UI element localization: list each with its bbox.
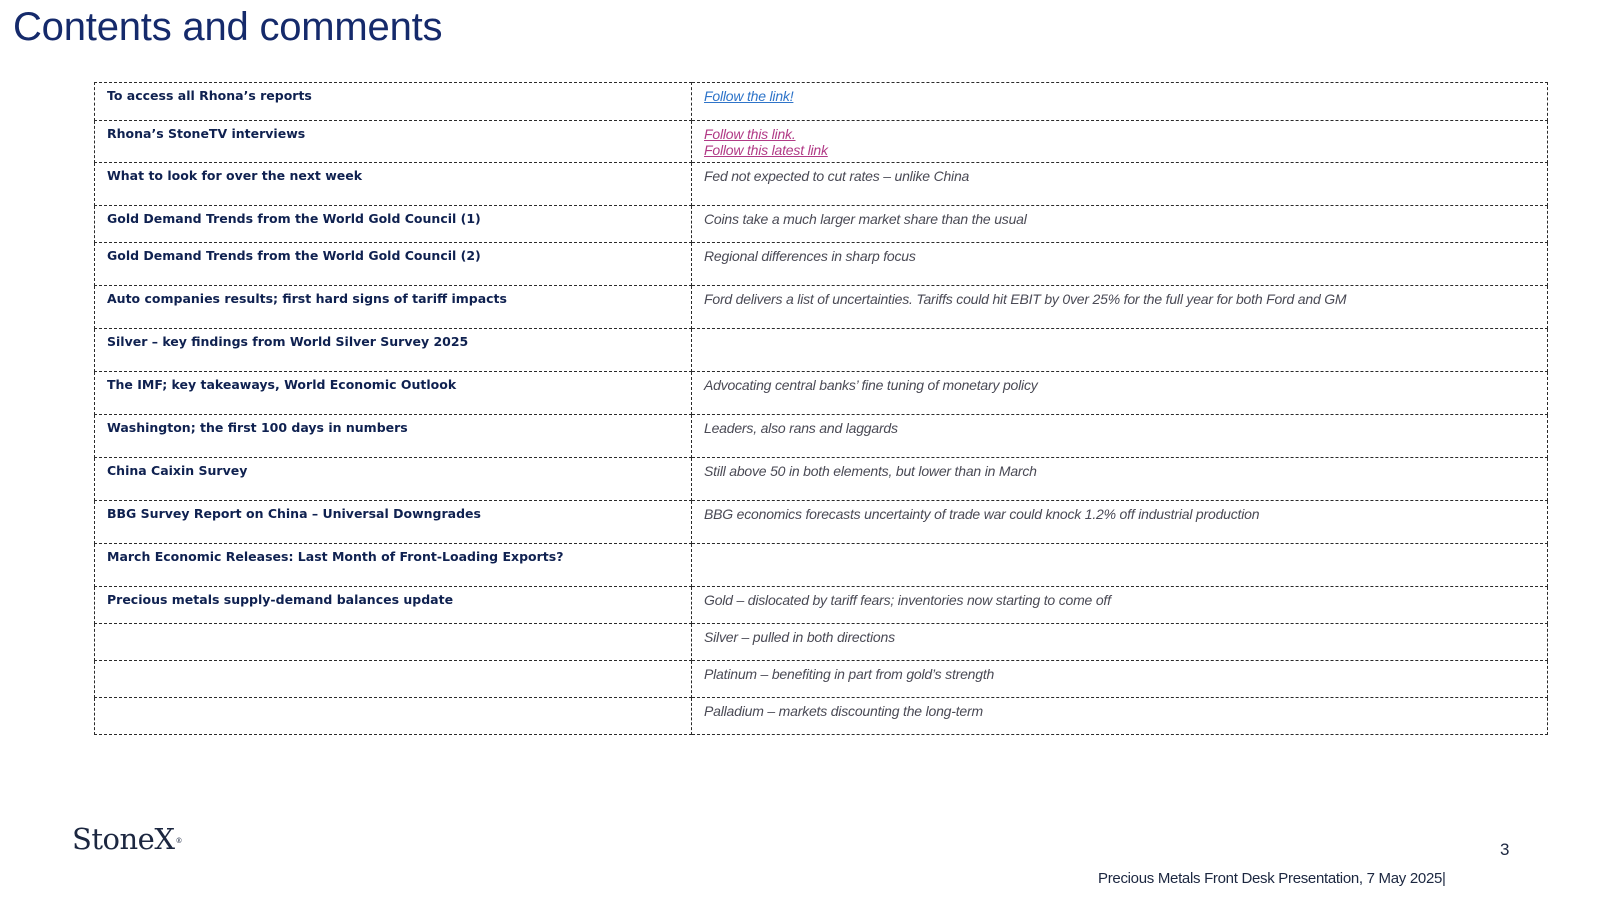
logo-registered-mark: ® [175,837,182,845]
comment-cell: Gold – dislocated by tariff fears; inventories now starting to come off [692,587,1548,624]
topic-cell: China Caixin Survey [95,458,692,501]
table-row [95,587,1548,624]
topic-cell: Rhona’s StoneTV interviews [95,121,692,163]
table-row [95,544,1548,587]
topic-cell: Gold Demand Trends from the World Gold Council (2) [95,243,692,286]
topic-cell: Auto companies results; first hard signs of tariff impacts [95,286,692,329]
table-row [95,501,1548,544]
topic-cell: What to look for over the next week [95,163,692,206]
comment-cell: Coins take a much larger market share than the usual [692,206,1548,243]
topic-cell: March Economic Releases: Last Month of Front-Loading Exports? [95,544,692,587]
topic-cell: The IMF; key takeaways, World Economic Outlook [95,372,692,415]
table-row [95,661,1548,698]
comment-cell: BBG economics forecasts uncertainty of trade war could knock 1.2% off industrial production [692,501,1548,544]
topic-cell [95,698,692,735]
table-row [95,698,1548,735]
topic-cell: BBG Survey Report on China – Universal Downgrades [95,501,692,544]
page-number: 3 [1500,840,1510,859]
topic-cell: To access all Rhona’s reports [95,83,692,121]
comment-cell: Leaders, also rans and laggards [692,415,1548,458]
table-row [95,163,1548,206]
topic-cell [95,624,692,661]
comment-cell: Platinum – benefiting in part from gold’s strength [692,661,1548,698]
table-row [95,121,1548,163]
stonetv-latest-link[interactable]: Follow this latest link [704,142,828,158]
table-row [95,83,1548,121]
topic-cell: Gold Demand Trends from the World Gold Council (1) [95,206,692,243]
comment-cell [692,121,1548,163]
stonex-logo [72,823,182,855]
footer-presentation-note: Precious Metals Front Desk Presentation, 7 May 2025| [1098,870,1446,887]
comment-cell: Fed not expected to cut rates – unlike China [692,163,1548,206]
comment-cell [692,544,1548,587]
contents-table [94,82,1548,735]
table-row [95,243,1548,286]
table-row [95,329,1548,372]
topic-cell: Precious metals supply-demand balances update [95,587,692,624]
comment-cell: Still above 50 in both elements, but lower than in March [692,458,1548,501]
table-row [95,624,1548,661]
comment-cell: Advocating central banks’ fine tuning of monetary policy [692,372,1548,415]
reports-link[interactable]: Follow the link! [704,88,794,104]
topic-cell [95,661,692,698]
topic-cell: Washington; the first 100 days in numbers [95,415,692,458]
comment-cell [692,329,1548,372]
comment-cell [692,83,1548,121]
stonetv-link[interactable]: Follow this link. [704,126,796,142]
comment-cell: Regional differences in sharp focus [692,243,1548,286]
table-row [95,286,1548,329]
table-row [95,458,1548,501]
page-title: Contents and comments [13,5,443,49]
table-row [95,372,1548,415]
table-row [95,206,1548,243]
comment-cell: Palladium – markets discounting the long-term [692,698,1548,735]
table-row [95,415,1548,458]
comment-cell: Ford delivers a list of uncertainties. Tariffs could hit EBIT by 0ver 25% for the full year for both Ford and GM [692,286,1548,329]
comment-cell: Silver – pulled in both directions [692,624,1548,661]
logo-text: StoneX [72,822,175,856]
topic-cell: Silver – key findings from World Silver Survey 2025 [95,329,692,372]
